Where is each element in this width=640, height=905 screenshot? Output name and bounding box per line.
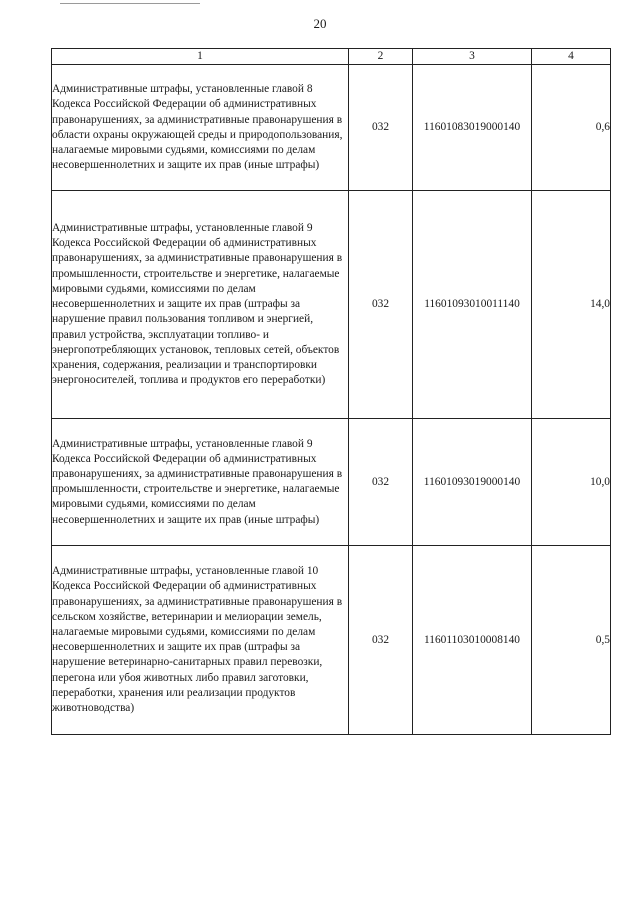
- column-header-description: 1: [52, 49, 349, 65]
- fine-description: [52, 546, 349, 735]
- column-header-amount: 4: [532, 49, 611, 65]
- fine-description: [52, 191, 349, 419]
- amount: 14,0: [532, 191, 611, 419]
- amount: 10,0: [532, 419, 611, 546]
- fine-description-text: Административные штрафы, установленные главой 9 Кодекса Российской Федерации об административных правонарушениях, за административные правонарушения в промышленности, строительстве и энергетике, налагаемые мировыми судьями, комиссиями по делам несовершеннолетних и защите их прав (иные штрафы): [52, 437, 343, 526]
- admin-code: 032: [349, 65, 413, 191]
- column-header-kbk: 3: [413, 49, 532, 65]
- column-header-code: 2: [349, 49, 413, 65]
- budget-classification-code: 11601103010008140: [413, 546, 532, 735]
- fine-description: [52, 419, 349, 546]
- budget-classification-code: 11601093019000140: [413, 419, 532, 546]
- table-row: [52, 546, 611, 735]
- budget-classification-code: 11601093010011140: [413, 191, 532, 419]
- page-number: 20: [313, 16, 327, 31]
- top-scan-line: [60, 3, 200, 4]
- amount: 0,6: [532, 65, 611, 191]
- admin-code: 032: [349, 546, 413, 735]
- amount: 0,5: [532, 546, 611, 735]
- table-row: [52, 191, 611, 419]
- table-row: [52, 419, 611, 546]
- table-row: [52, 65, 611, 191]
- fine-description: [52, 65, 349, 191]
- fine-description-text: Административные штрафы, установленные главой 9 Кодекса Российской Федерации об административных правонарушениях, за административные правонарушения в промышленности, строительстве и энергетике, налагаемые мировыми судьями, комиссиями по делам несовершеннолетних и защите их прав (штрафы за нарушение правил пользования топливом и энергией, правил устройства, эксплуатации топливо- и энергопотребляющих установок, тепловых сетей, объектов хранения, содержания, реализации и транспортировки энергоносителей, топлива и продуктов его переработки): [52, 222, 343, 387]
- fine-description-text: Административные штрафы, установленные главой 10 Кодекса Российской Федерации об административных правонарушениях, за административные правонарушения в сельском хозяйстве, ветеринарии и мелиорации земель, налагаемые мировыми судьями, комиссиями по делам несовершеннолетних и защите их прав (штрафы за нарушение ветеринарно-санитарных правил перевозки, перегона или убоя животных либо правил заготовки, переработки, хранения или реализации продуктов животноводства): [52, 565, 343, 715]
- header-row: [52, 49, 611, 65]
- admin-code: 032: [349, 419, 413, 546]
- admin-code: 032: [349, 191, 413, 419]
- fines-table: [51, 48, 611, 735]
- fine-description-text: Административные штрафы, установленные главой 8 Кодекса Российской Федерации об административных правонарушениях, за административные правонарушения в области охраны окружающей среды и природопользования, налагаемые мировыми судьями, комиссиями по делам несовершеннолетних и защите их прав (иные штрафы): [52, 83, 343, 172]
- budget-classification-code: 11601083019000140: [413, 65, 532, 191]
